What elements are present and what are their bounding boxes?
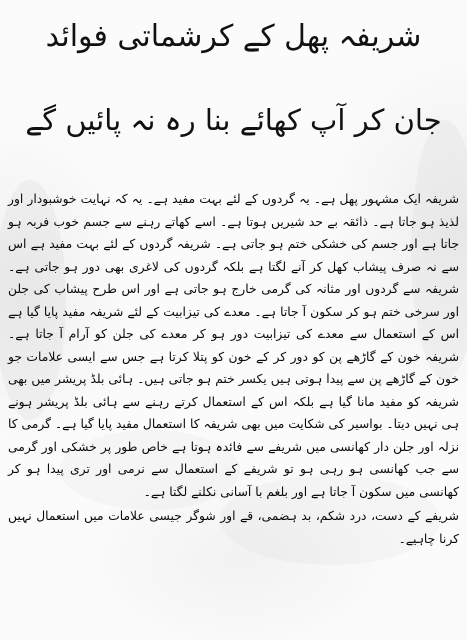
article-paragraph-main: شریفہ ایک مشہور پھل ہے۔ یہ گردوں کے لئے بہت مفید ہے۔ یہ کہ نہایت خوشبودار اور لذیذ ہو جاتا ہے۔ ذائقہ بے حد شیریں ہوتا ہے۔ اسے کھاتے رہنے سے جسم خوب فربہ ہو جاتا ہے اور جسم کی خشکی ختم ہو جاتی ہے۔ شریفہ گردوں کے لئے بہت مفید ہے اس سے نہ صرف پیشاب کھل کر آنے لگتا ہے بلکہ گردوں کی لاغری بھی دور ہو جاتی ہے۔ شریفہ سے گردوں اور مثانہ کی گرمی خارج ہو جاتی ہے اور اس طرح پیشاب کی جلن اور سرخی ختم ہو کر سکون آ جاتا ہے۔ معدے کی تیزابیت کے لئے شریفہ مفید پایا گیا ہے اس کے استعمال سے معدے کی تیزابیت دور ہو کر معدے کی جلن کو آرام آ جاتا ہے۔ شریفہ خون کے گاڑھے پن کو دور کر کے خون کو پتلا کرتا ہے جس سے ایسی علامات جو خون کے گاڑھے پن سے پیدا ہوتی ہیں یکسر ختم ہو جاتی ہیں۔ ہائی بلڈ پریشر میں بھی شریفہ کو مفید مانا گیا ہے بلکہ اس کے استعمال کرتے رہنے سے ہائی بلڈ پریشر ہونے ہی نہیں دیتا۔ بواسیر کی شکایت میں بھی شریفہ کا استعمال مفید پایا گیا ہے۔ گرمی کا نزلہ اور جلن دار کھانسی میں شریفے سے فائدہ ہوتا ہے خاص طور پر خشکی اور گرمی سے جب کھانسی ہو رہی ہو تو شریفے کے استعمال سے نرمی اور تری پیدا ہو کر کھانسی میں سکون آ جاتا ہے اور بلغم با آسانی نکلنے لگتا ہے۔: [8, 192, 459, 499]
article-title-line-1: شریفہ پھل کے کرشماتی فوائد: [45, 19, 422, 54]
article-paragraph-caution: شریفے کے دست، درد شکم، بد ہضمی، قے اور شوگر جیسی علامات میں استعمال نہیں کرنا چاہیے۔: [8, 509, 459, 546]
article-title-line-2: جان کر آپ کھائے بنا رہ نہ پائیں گے: [25, 103, 442, 137]
article-body: [8, 188, 459, 628]
